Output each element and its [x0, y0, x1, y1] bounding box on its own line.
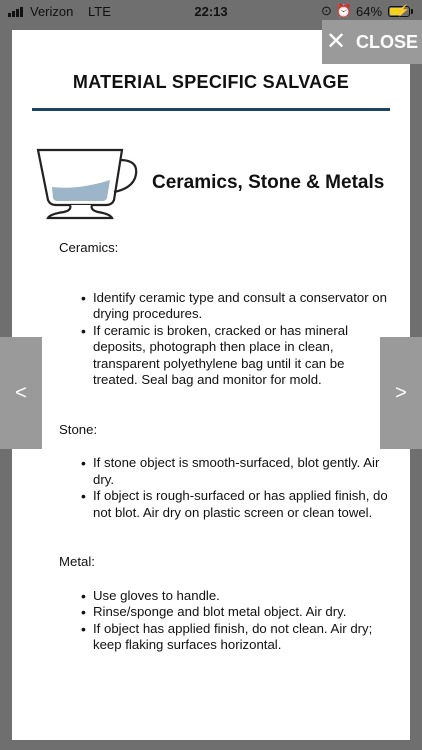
close-button[interactable]: [322, 20, 422, 64]
list-item: • If object is rough-surfaced or has applied finish, do not blot. Air dry on plastic screen or clean towel.: [59, 488, 389, 521]
alarm-icon: ⏰: [335, 3, 352, 18]
close-label: CLOSE: [356, 31, 419, 52]
list-item: • Identify ceramic type and consult a conservator on drying procedures.: [59, 290, 389, 323]
list-item: • Rinse/sponge and blot metal object. Air dry.: [59, 604, 389, 621]
network-type: LTE: [88, 4, 111, 19]
chevron-left-icon: <: [15, 381, 27, 404]
battery-icon: ⚡: [388, 6, 410, 17]
stone-heading: Stone:: [59, 421, 98, 437]
list-item: • Use gloves to handle.: [59, 588, 389, 605]
title-divider: [32, 108, 390, 111]
salvage-content: [59, 240, 389, 654]
chevron-right-icon: >: [395, 381, 407, 404]
list-item: • If object has applied finish, do not clean. Air dry; keep flaking surfaces horizontal.: [59, 621, 389, 654]
previous-page-button[interactable]: [0, 337, 42, 449]
metal-heading: Metal:: [59, 554, 95, 569]
status-icons: [321, 3, 352, 19]
battery-percent: 64%: [356, 4, 383, 19]
stone-list: [59, 455, 389, 521]
lock-rotation-icon: ⊙: [321, 3, 332, 18]
clock: 22:13: [194, 4, 228, 19]
close-icon: ✕: [325, 28, 347, 55]
ceramics-list: [59, 290, 389, 389]
metal-list: [59, 588, 389, 654]
list-item: • If stone object is smooth-surfaced, blot gently. Air dry.: [59, 455, 389, 488]
ceramics-heading: Ceramics:: [59, 240, 119, 255]
section-title: Ceramics, Stone & Metals: [152, 172, 385, 193]
carrier-name: Verizon: [30, 4, 74, 19]
list-item: • If ceramic is broken, cracked or has mineral deposits, photograph then place in clean, transparent polyethylene bag until it can be treated. Seal bag and monitor for mold.: [59, 323, 389, 389]
teacup-icon: [34, 142, 142, 222]
next-page-button[interactable]: [380, 337, 422, 449]
page-title: MATERIAL SPECIFIC SALVAGE: [72, 72, 350, 92]
